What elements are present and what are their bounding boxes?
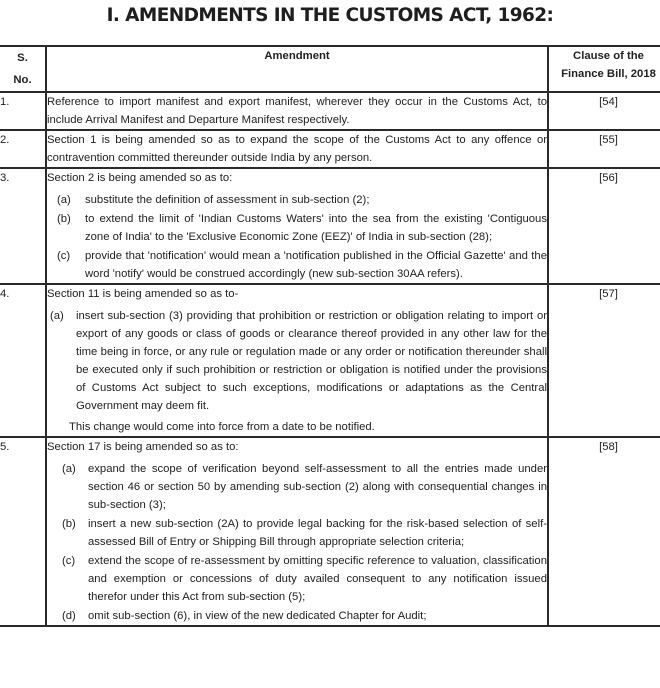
- row-number: 2.: [0, 130, 46, 168]
- sub-item: [62, 460, 547, 514]
- row-number: 5.: [0, 437, 46, 626]
- sub-item: [62, 515, 547, 551]
- amendment-cell: [46, 437, 548, 626]
- sub-item: [57, 210, 547, 246]
- table-row: [0, 168, 660, 284]
- sub-item: [62, 552, 547, 606]
- sub-item-text: to extend the limit of 'Indian Customs Waters' into the sea from the existing 'Contiguous zone of India' to the 'Exclusive Economic Zone (EEZ)' of India in sub-section (28);: [85, 213, 547, 243]
- amendment-intro: Section 17 is being amended so as to:: [47, 441, 239, 453]
- table-row: [0, 284, 660, 437]
- sub-item: [50, 307, 547, 415]
- sub-item-text: omit sub-section (6), in view of the new dedicated Chapter for Audit;: [88, 610, 427, 622]
- sub-item-label: (c): [62, 555, 76, 567]
- amendment-note: This change would come into force from a date to be notified.: [69, 421, 375, 433]
- sub-item-label: (d): [62, 610, 76, 622]
- sub-item-label: (a): [62, 463, 76, 475]
- sub-item-label: (a): [50, 310, 64, 322]
- clause-cell: [56]: [548, 168, 660, 284]
- table-row: [0, 130, 660, 168]
- amendment-intro: Section 11 is being amended so as to-: [47, 288, 239, 300]
- sub-item-text: insert sub-section (3) providing that prohibition or restriction or obligation relating to import or export of any goods or class of goods or clearance thereof provided in any other law for the time being in force, or any rule or regulation made or any order or notification thereunder shall be executed only if such prohibition or restriction or obligation is notified under the provisions of Customs Act subject to such exceptions, modifications or adaptations as the Central Government may deem fit.: [76, 310, 547, 412]
- sub-item: [57, 247, 547, 283]
- header-serial-number: [0, 46, 46, 92]
- sub-item-list: [47, 307, 547, 415]
- sub-item-label: (a): [57, 194, 71, 206]
- sub-item-label: (c): [57, 250, 71, 262]
- amendment-cell: [46, 130, 548, 168]
- table-row: [0, 437, 660, 626]
- amendment-cell: [46, 92, 548, 130]
- table-header-row: [0, 46, 660, 92]
- amendment-intro: Section 2 is being amended so as to:: [47, 172, 233, 184]
- clause-cell: [54]: [548, 92, 660, 130]
- sub-item-text: expand the scope of verification beyond self-assessment to all the entries made under section 46 or section 50 by amending sub-section (2) along with consequential changes in sub-section (3);: [88, 463, 547, 511]
- header-clause-line1: Clause of the: [573, 50, 644, 62]
- header-clause: [548, 46, 660, 92]
- row-number: 1.: [0, 92, 46, 130]
- table-row: [0, 92, 660, 130]
- header-serial-line1: S.: [17, 52, 28, 64]
- sub-item-text: insert a new sub-section (2A) to provide legal backing for the risk-based selection of self-assessed Bill of Entry or Shipping Bill through appropriate selection criteria;: [88, 518, 547, 548]
- sub-item-list: [47, 460, 547, 625]
- clause-cell: [55]: [548, 130, 660, 168]
- sub-item-text: substitute the definition of assessment in sub-section (2);: [85, 194, 370, 206]
- sub-item: [62, 607, 547, 625]
- sub-item: [57, 191, 547, 209]
- header-amendment: Amendment: [46, 46, 548, 92]
- amendment-text: Reference to import manifest and export manifest, wherever they occur in the Customs Act, to include Arrival Manifest and Departure Manifest respectively.: [47, 96, 547, 126]
- clause-cell: [58]: [548, 437, 660, 626]
- sub-item-list: [47, 191, 547, 283]
- row-number: 3.: [0, 168, 46, 284]
- sub-item-text: provide that 'notification' would mean a 'notification published in the Official Gazette' and the word 'notify' would be construed accordingly (new sub-section 30AA refers).: [85, 250, 547, 280]
- amendment-text: Section 1 is being amended so as to expand the scope of the Customs Act to any offence or contravention committed thereunder outside India by any person.: [47, 134, 547, 164]
- row-number: 4.: [0, 284, 46, 437]
- clause-cell: [57]: [548, 284, 660, 437]
- amendments-table: [0, 45, 660, 627]
- header-serial-line2: No.: [13, 74, 32, 86]
- header-clause-line2: Finance Bill, 2018: [561, 68, 656, 80]
- page-title: I. AMENDMENTS IN THE CUSTOMS ACT, 1962:: [106, 5, 554, 26]
- sub-item-label: (b): [62, 518, 76, 530]
- sub-item-text: extend the scope of re-assessment by omitting specific reference to valuation, classification and exemption or concessions of duty availed consequent to any notification issued therefor under this Act from sub-section (5);: [88, 555, 547, 603]
- sub-item-label: (b): [57, 213, 71, 225]
- amendment-cell: [46, 284, 548, 437]
- amendment-cell: [46, 168, 548, 284]
